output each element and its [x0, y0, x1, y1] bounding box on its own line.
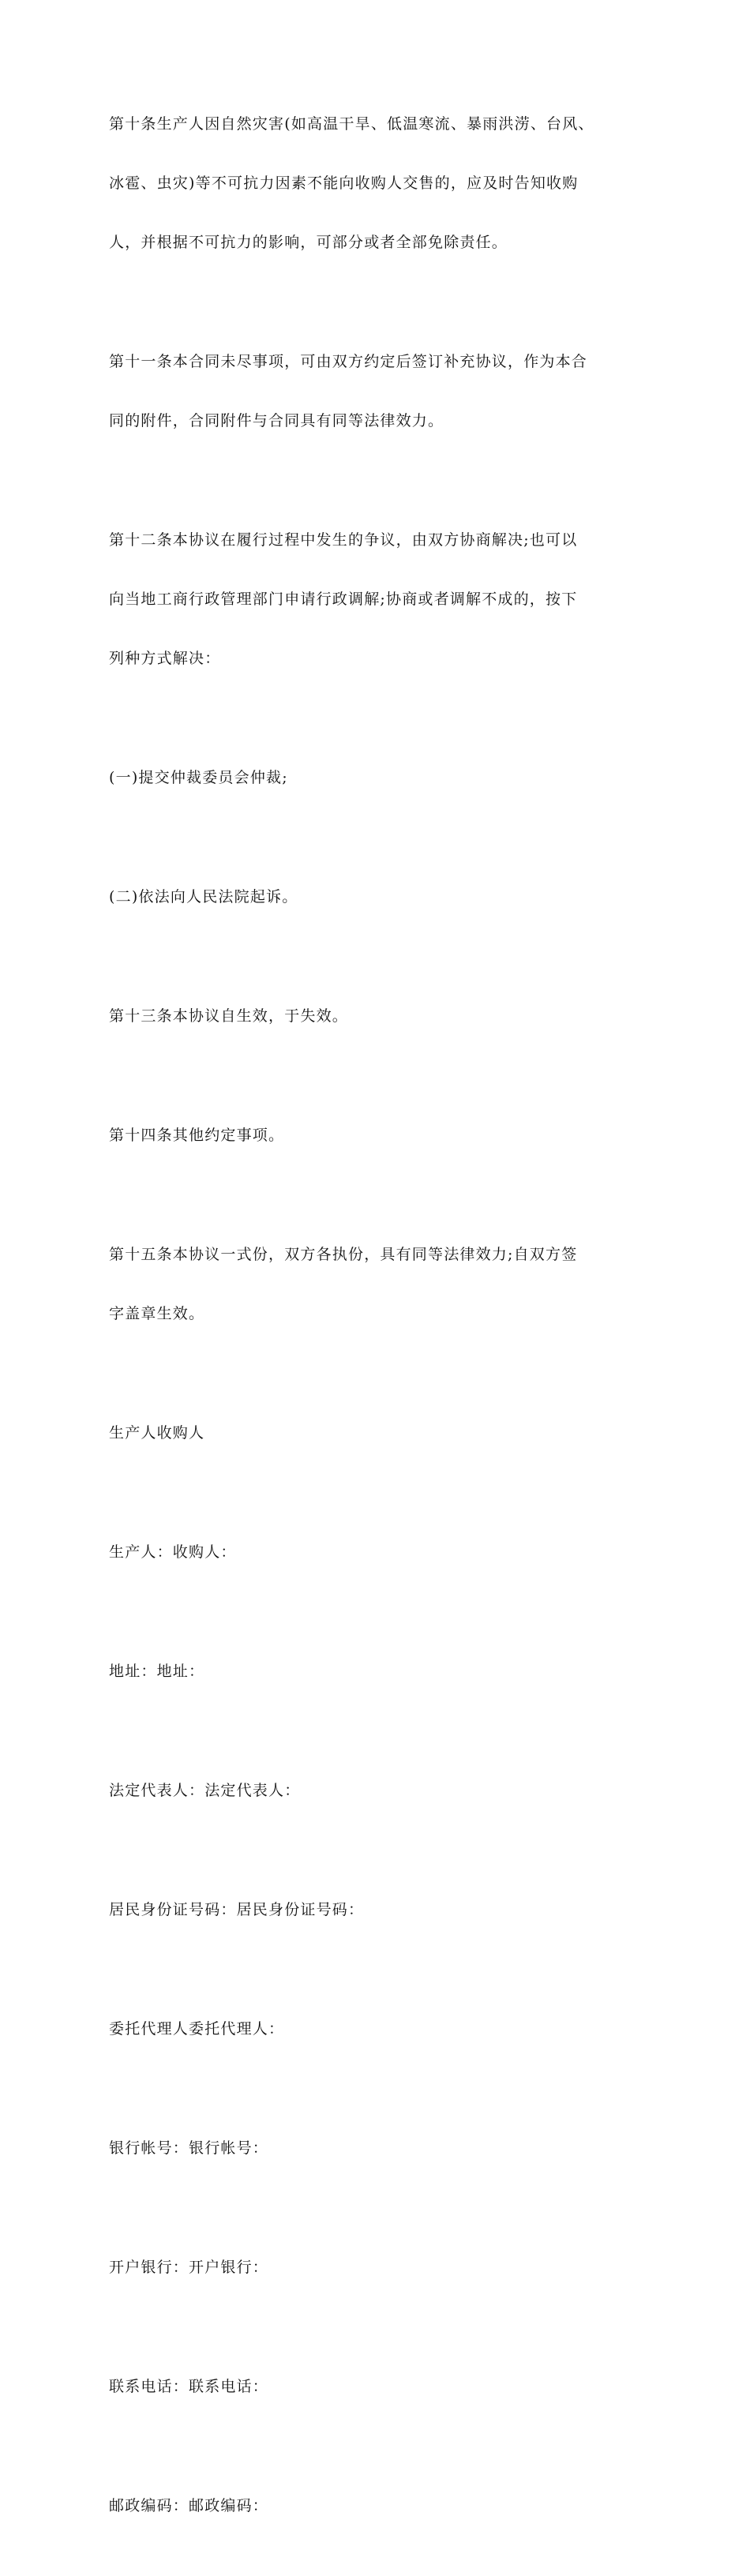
signature-field-legal-rep — [109, 1742, 646, 1840]
text-line: 生产人收购人 — [109, 1424, 205, 1442]
text-line: 邮政编码：邮政编码： — [109, 2497, 269, 2514]
text-line: 第十三条本协议自生效，于失效。 — [109, 1007, 349, 1025]
signature-field-bank-account — [109, 2099, 646, 2198]
text-line: (二)依法向人民法院起诉。 — [109, 888, 298, 906]
text-line: 冰雹、虫灾)等不可抗力因素不能向收购人交售的，应及时告知收购 — [109, 174, 579, 192]
text-line: 字盖章生效。 — [109, 1305, 205, 1322]
text-line: (一)提交仲裁委员会仲裁; — [109, 769, 288, 786]
text-line: 第十条生产人因自然灾害(如高温干旱、低温寒流、暴雨洪涝、台风、 — [109, 115, 594, 133]
signature-field-bank — [109, 2218, 646, 2317]
text-line: 生产人：收购人： — [109, 1543, 237, 1561]
text-line: 第十五条本协议一式份，双方各执份，具有同等法律效力;自双方签 — [109, 1246, 578, 1263]
text-line: 第十四条其他约定事项。 — [109, 1127, 285, 1144]
text-line: 法定代表人：法定代表人： — [109, 1782, 301, 1799]
text-line: 居民身份证号码：居民身份证号码： — [109, 1901, 365, 1918]
text-line: 向当地工商行政管理部门申请行政调解;协商或者调解不成的，按下 — [109, 591, 578, 608]
text-line: 同的附件，合同附件与合同具有同等法律效力。 — [109, 412, 444, 429]
article-15-paragraph — [109, 1206, 646, 1363]
signature-field-address — [109, 1622, 646, 1721]
text-line: 地址：地址： — [109, 1663, 205, 1680]
text-line: 第十一条本合同未尽事项，可由双方约定后签订补充协议，作为本合 — [109, 353, 588, 370]
signature-field-agent — [109, 1980, 646, 2079]
text-line: 列种方式解决： — [109, 650, 221, 667]
text-line: 人，并根据不可抗力的影响，可部分或者全部免除责任。 — [109, 234, 508, 251]
document-page — [109, 75, 646, 2576]
dispute-option-arbitration — [109, 729, 646, 827]
text-line: 第十二条本协议在履行过程中发生的争议，由双方协商解决;也可以 — [109, 531, 578, 549]
signature-field-postcode — [109, 2457, 646, 2555]
text-line: 联系电话：联系电话： — [109, 2378, 269, 2395]
article-13-paragraph — [109, 967, 646, 1066]
signature-field-party — [109, 1503, 646, 1602]
signature-field-phone — [109, 2338, 646, 2436]
article-12-paragraph — [109, 491, 646, 708]
signature-field-id-number — [109, 1861, 646, 1959]
article-11-paragraph — [109, 313, 646, 471]
text-line: 委托代理人委托代理人： — [109, 2020, 285, 2038]
text-line: 银行帐号：银行帐号： — [109, 2139, 269, 2157]
signature-parties-heading — [109, 1384, 646, 1483]
dispute-option-court — [109, 848, 646, 947]
article-10-paragraph — [109, 75, 646, 292]
article-14-paragraph — [109, 1086, 646, 1185]
text-line: 开户银行：开户银行： — [109, 2259, 269, 2276]
